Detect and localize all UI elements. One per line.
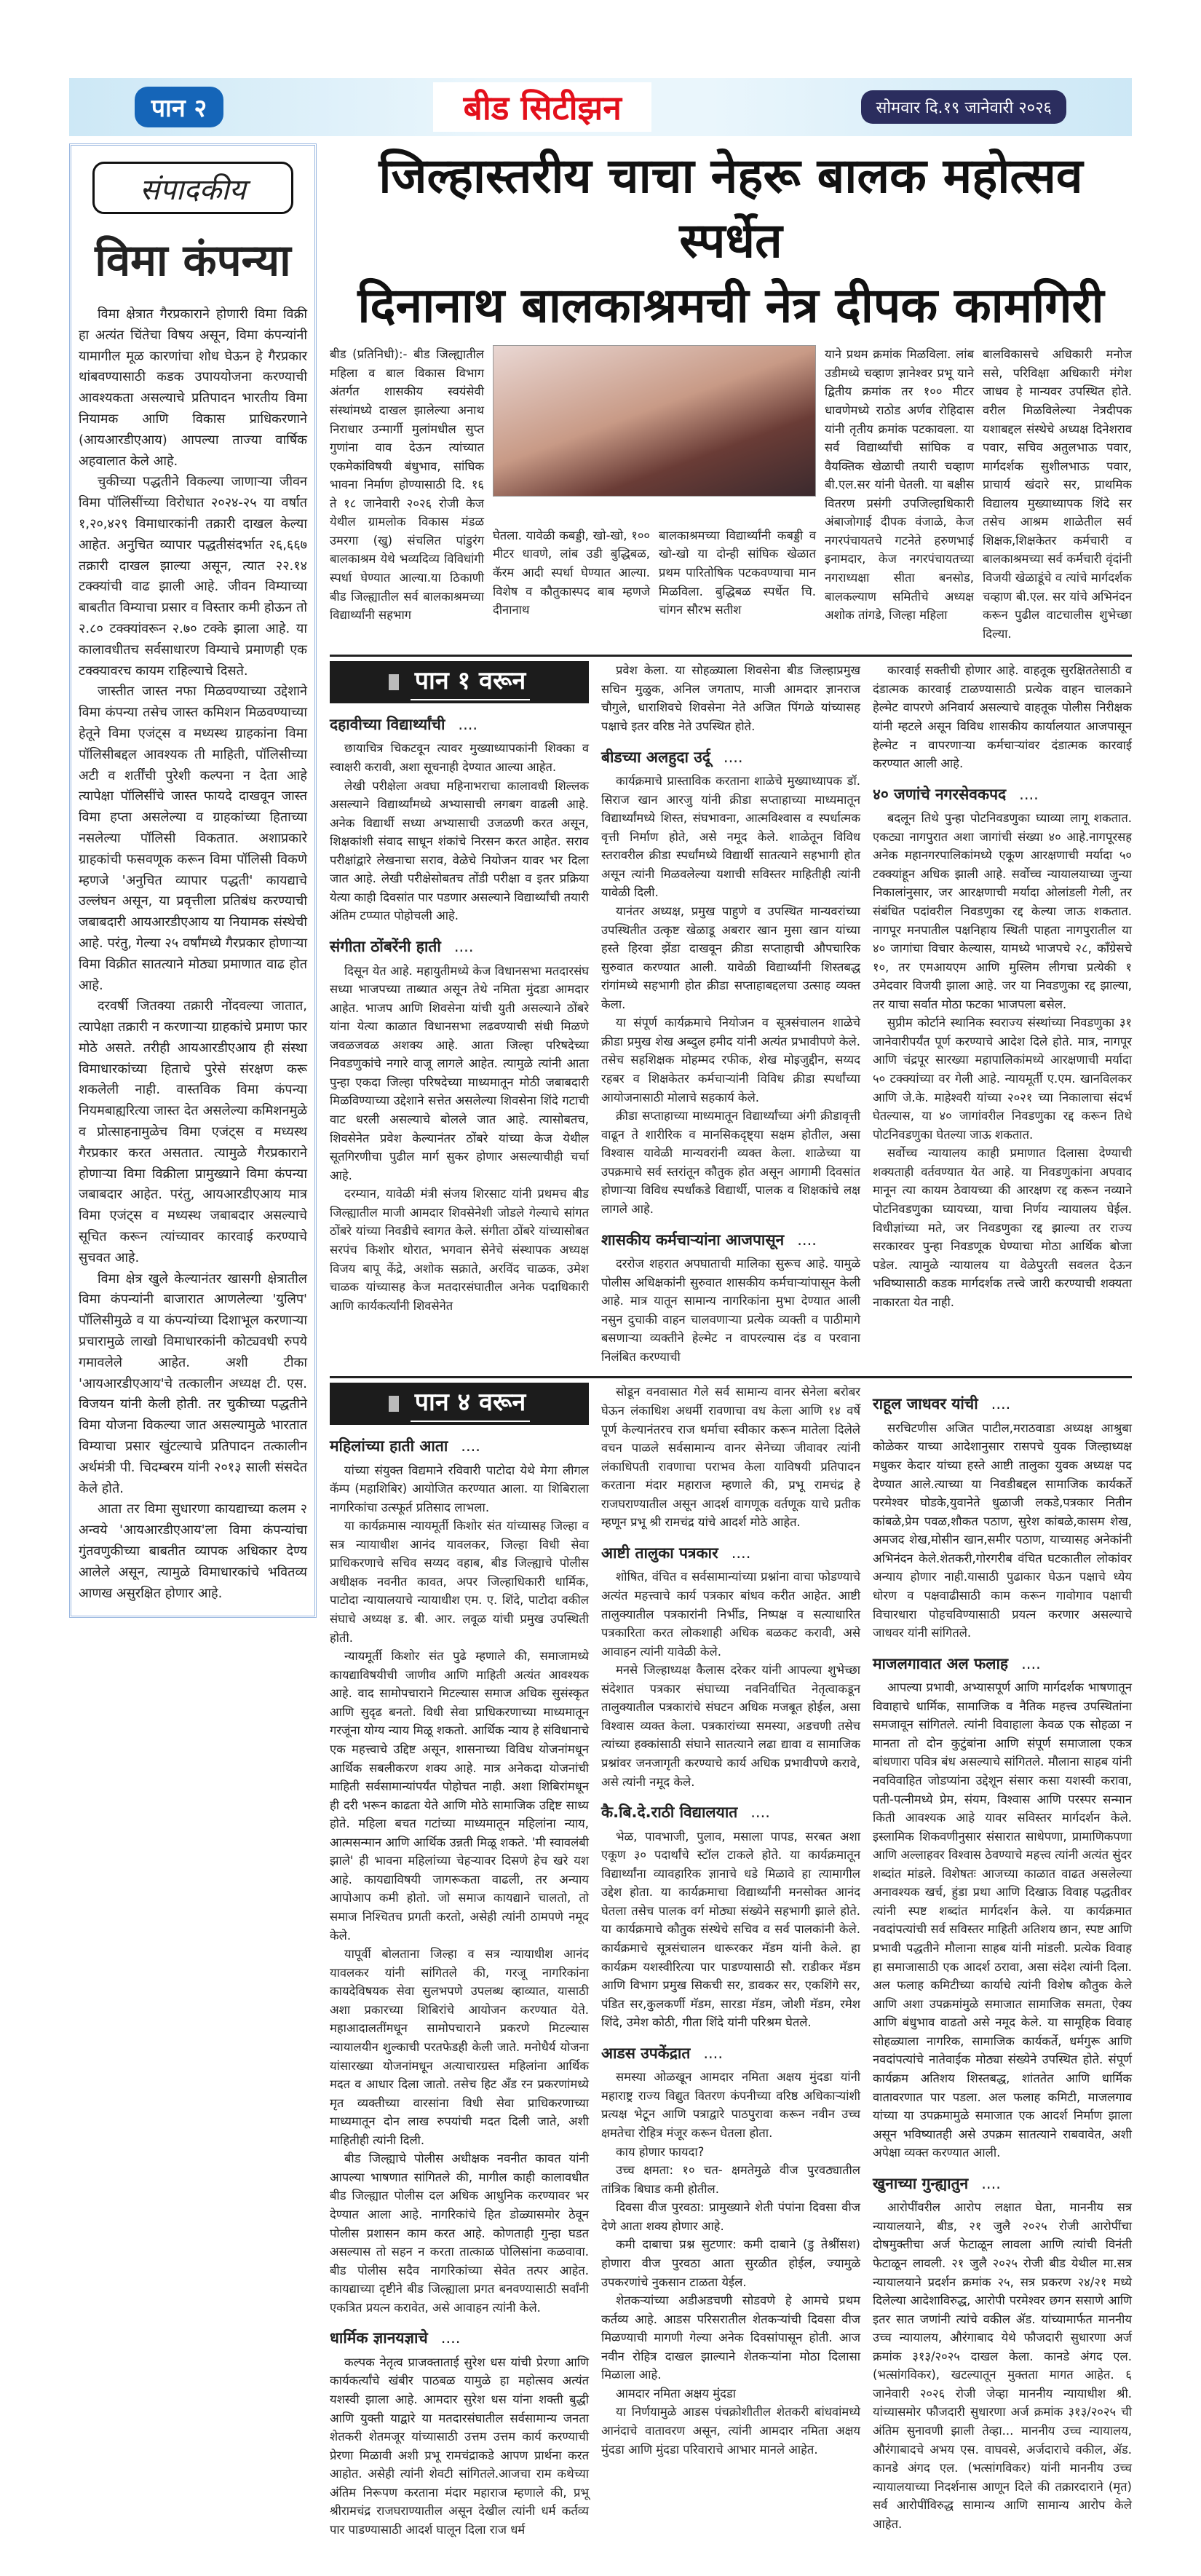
continuation-marker: .... — [453, 938, 474, 955]
story-text: याने प्रथम क्रमांक मिळविला. लांब उडीमध्ये चव्हाण ज्ञानेश्वर प्रभू याने द्वितीय क्रमांक तर १०० मीटर धावणेमध्ये राठोड अर्णव रोहिदास यांनी तृतीय क्रमांक पटकावला. या सर्व विद्यार्थ्यांची सांघिक व वैयक्तिक खेळाची तयारी चव्हाण बी.एल.सर यांनी घेतली. या बक्षीस वितरण प्रसंगी उपजिल्हाधिकारी अंबाजोगाई दीपक वंजाळे, केज नगरपंचायतचे गटनेते हरुणभाई इनामदार, केज नगरपंचायतच्या नगराध्यक्षा सीता बनसोड, बालकल्याण समितीचे अध्यक्ष अशोक तांगडे, जिल्हा महिला — [825, 347, 974, 623]
article — [330, 714, 589, 925]
editorial-paragraph: दरवर्षी जितक्या तक्रारी नोंदवल्या जातात, त्यापेक्षा तक्रारी न करणाऱ्या ग्राहकांचे प्रमाण फार मोठे असते. तरीही आयआरडीएआय ही संस्था विमाधारकांच्या हिताचे पुरेसे संरक्षण करू शकलेली नाही. वास्तविक विमा कंपन्या नियमबाह्यरित्या जास्त देत असलेल्या कमिशनमुळे व प्रोत्साहनामुळेच विमा एजंट्स व मध्यस्थ गैरप्रकार करत असतात. त्यामुळे गैरप्रकाराने होणाऱ्या विमा विक्रीला प्रामुख्याने विमा कंपन्या जबाबदार आहेत. परंतु, आयआरडीएआय मात्र विमा एजंट्स व मध्यस्थ जबाबदार असल्याचे सूचित करून त्यांच्यावर कारवाई करण्याचे सुचवत आहे. — [79, 998, 307, 1265]
story-column-1 — [330, 345, 484, 643]
article-paragraph: कारवाई सक्तीची होणार आहे. वाहतूक सुरक्षिततेसाठी व दंडात्मक कारवाई टाळण्यासाठी प्रत्येक वाहन चालकाने हेल्मेट वापरणे अनिवार्य असल्याचे वाहतूक पोलीस निरीक्षक यांनी म्हटले असून विविध शासकीय कार्यालयात आजपासून हेल्मेट न वापरणाऱ्या कर्मचाऱ्यांवर दंडात्मक कारवाई करण्यात आली आहे. — [873, 663, 1132, 771]
editorial-paragraph: आता तर विमा सुधारणा कायद्याच्या कलम २ अन्वये 'आयआरडीएआय'ला विमा कंपन्यांचा गुंतवणुकीच्या बाबतीत व्यापक अधिकार देण्य आलेले असून, त्यामुळे विमाधारकांचे भवितव्य आणख असुरक्षित होणार आहे. — [79, 1501, 307, 1601]
editorial-column — [69, 143, 317, 1618]
continuation-marker: .... — [703, 2044, 724, 2062]
article — [873, 1653, 1132, 2162]
article-paragraph: आमदार नमिता अक्षय मुंदडा — [616, 2386, 736, 2401]
article-heading — [601, 1542, 860, 1565]
story-photo — [493, 345, 816, 497]
article-paragraph: दररोज शहरात अपघाताची मालिका सुरूच आहे. यामुळे पोलीस अधिक्षकांनी सुरुवात शासकीय कर्मचाऱ्यांपासून केली आहे. मात्र यातून सामान्य नागरिकांना मुभा देण्यात आली नसुन दुचाकी वाहन चालवणाऱ्या प्रत्येक व्यक्ती व पाठीमागे बसणाऱ्या व्यक्तीने हेल्मेट न वापरल्यास दंड व परवाना निलंबित करण्याची — [601, 1257, 860, 1364]
article — [601, 2042, 860, 2459]
article-paragraph: यांच्या संयुक्त विद्यमाने रविवारी पाटोदा येथे मेगा लीगल कॅम्प (महाशिबिर) आयोजित करण्यात आला. या शिबिराला नागरिकांचा उत्स्फूर्त प्रतिसाद लाभला. — [330, 1463, 589, 1514]
main-content — [330, 143, 1132, 2547]
article-paragraph: आरोपींवरील आरोप लक्षात घेता, माननीय सत्र न्यायालयाने, बीड, २१ जुलै २०२५ रोजी आरोपींचा दोषमुक्तीचा अर्ज फेटाळून लावला आणि त्यांची विनंती फेटाळून लावली. २१ जुलै २०२५ रोजी बीड येथील मा.सत्र न्यायालयाने प्रदर्शन क्रमांक २५, सत्र प्रकरण २४/२१ मध्ये दिलेल्या आदेशाविरुद्ध, आरोपी परमेश्वर छगन ससाणे आणि इतर सात जणांनी त्यांचे वकील ॲड. यांच्यामार्फत माननीय उच्च न्यायालय, औरंगाबाद येथे फौजदारी सुधारणा अर्ज क्रमांक ३१३/२०२५ दाखल केला. कानडे अंगद एल. (भत्सांगविकर), खटल्यातून मुक्तता मागत आहेत. ६ जानेवारी २०२६ रोजी जेव्हा माननीय न्यायाधीश श्री. यांच्यासमोर फौजदारी सुधारणा अर्ज क्रमांक ३१३/२०२५ ची अंतिम सुनावणी झाली तेव्हा... माननीय उच्च न्यायालय, औरंगाबादचे अभय एस. वाघवसे, अर्जदाराचे वकील, ॲड. कानडे अंगद एल. (भत्सांगविकर) यांनी माननीय उच्च न्यायालयाच्या निदर्शनास आणून दिले की तक्रारदाराने (मृत) सर्व आरोपींविरुद्ध सामान्य आणि सामान्य आरोप केले आहेत. — [873, 2200, 1132, 2531]
article-paragraph: बीड जिल्ह्याचे पोलीस अधीक्षक नवनीत कावत यांनी आपल्या भाषणात सांगितले की, मागील काही कालावधीत बीड जिल्ह्यात पोलीस दल अधिक आधुनिक करण्यावर भर देण्यात आला आहे. नागरिकांचे हित डोळ्यासमोर ठेवून पोलीस प्रशासन काम करत आहे. कोणताही गुन्हा घडत असल्यास तो सहन न करता तात्काळ पोलिसांना कळवावा. बीड पोलीस सदैव नागरिकांच्या सेवेत तत्पर आहेत. कायद्याच्या दृष्टीने बीड जिल्ह्याला प्रगत बनवण्यासाठी सर्वांनी एकत्रित प्रयत्न करावेत, असे आवाहन त्यांनी केले. — [330, 2152, 589, 2315]
square-bullet-icon — [389, 1396, 399, 1412]
story-text: बालकाश्रमच्या विद्यार्थ्यांनी कबड्डी व खो-खो या दोन्ही सांघिक खेळात प्रथम पारितोषिक पटकवण्याचा मान मिळविला. बुद्धिबळ स्पर्धेत चि. चांगन सौरभ सतीश — [659, 528, 816, 617]
section-column — [330, 661, 589, 1366]
article-heading-text: ४० जणांचे नगरसेवकपद — [873, 785, 1007, 803]
editorial-badge: संपादकीय — [92, 162, 293, 214]
article-heading — [330, 714, 589, 737]
article-paragraph: सर्वोच्च न्यायालय काही प्रमाणात दिलासा देण्याची शक्यताही वर्तवण्यात येत आहे. या निवडणुकांना अपवाद मानून त्या कायम ठेवायच्या की आरक्षण रद्द करून नव्याने पोटनिवडणुका घ्यायच्या, याचा निर्णय न्यायालय घेईल. विधीज्ञांच्या मते, जर निवडणुका रद्द झाल्या तर राज्य सरकारवर पुन्हा निवडणूक घेण्याचा मोठा आर्थिक बोजा पडेल. त्यामुळे न्यायालय या वेळेपुरती सवलत देऊन भविष्यासाठी कडक मार्गदर्शक तत्त्वे जारी करण्याची शक्यता नाकारता येत नाही. — [873, 1146, 1132, 1309]
article-paragraph: या निर्णयामुळे आडस पंचक्रोशीतील शेतकरी बांधवांमध्ये आनंदाचे वातावरण असून, त्यांनी आमदार नमिता अक्षय मुंदडा आणि मुंदडा परिवाराचे आभार मानले आहेत. — [601, 2405, 860, 2457]
article-heading — [601, 746, 860, 770]
article — [601, 1801, 860, 2032]
article-paragraph: आपल्या प्रभावी, अभ्यासपूर्ण आणि मार्गदर्शक भाषणातून विवाहाचे धार्मिक, सामाजिक व नैतिक महत्त्व उपस्थितांना समजावून सांगितले. त्यांनी विवाहाला केवळ एक सोहळा न मानता तो दोन कुटुंबांना आणि संपूर्ण समाजाला एकत्र बांधणारा पवित्र बंध असल्याचे सांगितले. मौलाना साहब यांनी नवविवाहित जोडप्यांना उद्देशून संसार कसा यशस्वी करावा, पती-पत्नीमध्ये प्रेम, संयम, विश्वास आणि परस्पर सन्मान किती आवश्यक आहे यावर सविस्तर मार्गदर्शन केले. इस्लामिक शिकवणीनुसार संसारात साधेपणा, प्रामाणिकपणा आणि अल्लाहवर विश्वास ठेवण्याचे महत्त्व त्यांनी अत्यंत सुंदर शब्दांत मांडले. विशेषतः आजच्या काळात वाढत असलेल्या अनावश्यक खर्च, हुंडा प्रथा आणि दिखाऊ विवाह पद्धतीवर त्यांनी स्पष्ट शब्दांत मार्गदर्शन केले. या कार्यक्रमात नवदांपत्यांची सर्व सविस्तर माहिती अतिशय छान, स्पष्ट आणि प्रभावी पद्धतीने मौलाना साहब यांनी मांडली. प्रत्येक विवाह हा समाजासाठी एक आदर्श ठरावा, असा संदेश त्यांनी दिला. अल फलाह कमिटीच्या कार्याचे त्यांनी विशेष कौतुक केले आणि अशा उपक्रमांमुळे समाजात सामाजिक समता, ऐक्य आणि बंधुभाव वाढतो असे नमूद केले. या सामूहिक विवाह सोहळ्याला नागरिक, सामाजिक कार्यकर्ते, धर्मगुरू आणि नवदांपत्यांचे नातेवाईक मोठ्या संख्येने उपस्थित होते. संपूर्ण कार्यक्रम अतिशय शिस्तबद्ध, शांततेत आणि धार्मिक वातावरणात पार पडला. अल फलाह कमिटी, माजलगाव यांच्या या उपक्रमामुळे समाजात एक आदर्श निर्माण झाला असून भविष्यातही असे उपक्रम सातत्याने राबवावेत, अशी अपेक्षा व्यक्त करण्यात आली. — [873, 1680, 1132, 2160]
section-column — [601, 661, 860, 1366]
story-column-3 — [659, 526, 816, 643]
article-heading-text: महिलांच्या हाती आता — [330, 1437, 448, 1455]
article-paragraph: यानंतर अध्यक्ष, प्रमुख पाहुणे व उपस्थित मान्यवरांच्या उपस्थितीत उत्कृष्ट खेळाडू अबरार खान मुसा खान यांच्या हस्ते हिरवा झेंडा दाखवून क्रीडा सप्ताहाची औपचारिक सुरुवात करण्यात आली. यावेळी विद्यार्थ्यांनी शिस्तबद्ध रांगांमध्ये सहभागी होत क्रीडा सप्ताहाबद्दलचा उत्साह व्यक्त केला. — [601, 904, 860, 1011]
section-band-label: पान ४ वरून — [411, 1386, 531, 1422]
article-heading — [601, 1229, 860, 1252]
article-paragraph: कार्यक्रमाचे प्रास्ताविक करताना शाळेचे मुख्याध्यापक डॉ. सिराज खान आरजु यांनी क्रीडा सप्ताहाच्या माध्यमातून विद्यार्थ्यांमध्ये शिस्त, संघभावना, आत्मविश्वास व स्पर्धात्मक वृत्ती निर्माण होते, असे नमूद केले. शाळेतून विविध स्तरावरील क्रीडा स्पर्धांमध्ये विद्यार्थी सातत्याने सहभागी होत असून त्यांनी मिळवलेल्या यशाची सविस्तर माहितीही त्यांनी यावेळी दिली. — [601, 774, 860, 900]
editorial-body — [79, 304, 307, 1604]
article-paragraph: बदलून तिथे पुन्हा पोटनिवडणुका घ्याव्या लागू शकतात. एकट्या नागपुरात अशा जागांची संख्या ४० आहे.नागपूरसह अनेक महानगरपालिकांमध्ये एकूण आरक्षणाची मर्यादा ५० टक्क्यांहून अधिक झाली आहे. सर्वोच्च न्यायालयाच्या जुन्या निकालांनुसार, जर आरक्षणाची मर्यादा ओलांडली गेली, तर संबंधित पदांवरील निवडणुका रद्द केल्या जाऊ शकतात. नागपूर मनपातील पक्षनिहाय स्थिती पाहता नागपुरातील या ४० जागांचा विचार केल्यास, यामध्ये भाजपचे २८, काँग्रेसचे १०, तर एमआयएम आणि मुस्लिम लीगचा प्रत्येकी १ उमेदवार विजयी झाला आहे. जर या निवडणुका रद्द झाल्या, तर याचा सर्वात मोठा फटका भाजपला बसेल. — [873, 811, 1132, 1011]
section-continued-from-page-1 — [330, 661, 1132, 1373]
article-paragraph: सरचिटणीस अजित पाटील,मराठवाडा अध्यक्ष आश्रुबा कोळेकर याच्या आदेशानुसार रासपचे युवक जिल्हाध्यक्ष मधुकर केदार यांच्या हस्ते आष्टी तालुका युवक अध्यक्ष पद देण्यात आले.त्याच्या या निवडीबद्दल सामाजिक कार्यकर्ते परमेश्वर घोडके,युवानेते धुळाजी लकडे,पत्रकार नितीन कांबळे,प्रेम पवळ,शौकत पठाण, सुरेश कांबळे,कासम शेख, अमजद शेख,मोसीन खान,समीर पठाण, याच्यासह अनेकांनी अभिनंदन केले.शेतकरी,गोरगरीब वंचित घटकातील लोकांवर अन्याय होणार नाही.यासाठी पुढाकार घेऊन पक्षाचे ध्येय धोरण व पक्षवाढीसाठी काम करून गावोगाव पक्षाची विचारधारा पोहचविण्यासाठी प्रयत्न करणार असल्याचे जाधवर यांनी सांगितले. — [873, 1421, 1132, 1640]
article-paragraph: या संपूर्ण कार्यक्रमाचे नियोजन व सूत्रसंचालन शाळेचे क्रीडा प्रमुख शेख अब्दुल हमीद यांनी अत्यंत प्रभावीपणे केले. तसेच सहशिक्षक मोहम्मद रफीक, शेख मोइजुद्दीन, सय्यद रहबर व शिक्षकेतर कर्मचाऱ्यांनी विविध क्रीडा स्पर्धांच्या आयोजनासाठी मोलाचे सहकार्य केले. — [601, 1016, 860, 1105]
story-column-4 — [825, 345, 974, 643]
page-body — [69, 143, 1132, 2547]
article-heading — [330, 2327, 589, 2350]
editorial-paragraph: विमा क्षेत्र खुले केल्यानंतर खासगी क्षेत्रातील विमा कंपन्यांनी बाजारात आणलेल्या 'युलिप' पॉलिसीमुळे व या कंपन्यांच्या दिशाभूल करणाऱ्या प्रचारामुळे लाखो विमाधारकांनी कोट्यवधी रुपये गमावलेले आहेत. अशी टीका 'आयआरडीएआय'चे तत्कालीन अध्यक्ष टी. एस. विजयन यांनी केली होती. तर चुकीच्या पद्धतीने विमा योजना विकल्या जात असल्यामुळे भारतात विम्याचा प्रसार खुंटल्याचे प्रतिपादन तत्कालीन अर्थमंत्री पी. चिदम्बरम यांनी २०१३ साली संसदेत केले होते. — [79, 1271, 307, 1496]
article-heading-text: संगीता ठोंबरेंनी हाती — [330, 938, 441, 955]
continuation-marker: .... — [1019, 785, 1039, 803]
article-heading — [601, 1801, 860, 1825]
page-number-badge: पान २ — [135, 87, 223, 127]
article-paragraph: भेळ, पावभाजी, पुलाव, मसाला पापड, सरबत अशा एकूण ३० पदार्थांचे स्टॉल टाकले होते. या कार्यक्रमातून विद्यार्थ्यांना व्यावहारिक ज्ञानाचे धडे मिळावे हा त्यामागील उद्देश होता. या कार्यक्रमाचा विद्यार्थ्यांनी मनसोक्त आनंद घेतला तसेच पालक वर्ग मोठ्या संख्येने सहभागी झाले होते. या कार्यक्रमाचे कौतुक संस्थेचे सचिव व सर्व पालकांनी केले. कार्यक्रमाचे सूत्रसंचालन धारूरकर मॅडम यांनी केले. हा कार्यक्रम यशस्वीरित्या पार पाडण्यासाठी सौ. राडीकर मॅडम आणि विभाग प्रमुख सिकची सर, डावकर सर, एकशिंगे सर, पंडित सर,कुलकर्णी मॅडम, सारडा मॅडम, जोशी मॅडम, रमेश शिंदे, उमेश कोठी, गीता शिंदे यांनी परिश्रम घेतले. — [601, 1829, 860, 2030]
article-paragraph: कमी दाबाचा प्रश्न सुटणार: कमी दाबाने (डु तेश्रींसश) होणारा वीज पुरवठा आता सुरळीत होईल, ज्यामुळे उपकरणांचे नुकसान टाळता येईल. — [601, 2237, 860, 2289]
continuation-marker: .... — [750, 1803, 770, 1822]
masthead — [69, 78, 1132, 136]
article — [601, 661, 860, 735]
article-paragraph: मनसे जिल्हाध्यक्ष कैलास दरेकर यांनी आपल्या शुभेच्छा संदेशात पत्रकार संघाच्या नवनिर्वाचित नेतृत्वाकडून तालुक्यातील पत्रकारांचे संघटन अधिक मजबूत होईल, असा विश्वास व्यक्त केला. पत्रकारांच्या समस्या, अडचणी तसेच त्यांच्या हक्कांसाठी संघाने सातत्याने लढा द्यावा व सामाजिक प्रश्नांवर जनजागृती करण्याचे कार्य अधिक प्रभावीपणे करावे, असे त्यांनी नमूद केले. — [601, 1663, 860, 1789]
article-heading-text: दहावीच्या विद्यार्थ्यांची — [330, 715, 445, 733]
section-band — [330, 1383, 589, 1425]
main-story — [330, 345, 1132, 652]
story-text: बीड (प्रतिनिधी):- बीड जिल्ह्यातील महिला व बाल विकास विभाग अंतर्गत शासकीय स्वयंसेवी संस्थांमध्ये दाखल झालेल्या अनाथ निराधार उन्मार्गी मुलांमधील सुप्त गुणांना वाव देऊन त्यांच्यात एकमेकांविषयी बंधुभाव, सांघिक भावना निर्माण होण्यासाठी दि. १६ ते १८ जानेवारी २०२६ रोजी केज येथील ग्रामलोक विकास मंडळ उमरगा (खु) संचलित पांडुरंग बालकाश्रम येथे भव्यदिव्य विविधांगी स्पर्धा घेण्यात आल्या.या ठिकाणी बीड जिल्ह्यातील सर्व बालकाश्रमच्या विद्यार्थ्यांनी सहभाग — [330, 347, 484, 623]
article-paragraph: दरम्यान, यावेळी मंत्री संजय शिरसाट यांनी प्रथमच बीड जिल्ह्यातील माजी आमदार शिवसेनेशी जोडले गेल्याचे सांगत ठोंबरे यांच्या निवडीचे स्वागत केले. संगीता ठोंबरे यांच्यासोबत सरपंच किशोर थोरात, भगवान सेनेचे संस्थापक अध्यक्ष विजय बापू केंद्रे, अशोक सक्राते, अरविंद चाळक, उमेश चाळक यांच्यासह केज मतदारसंघातील अनेक पदाधिकारी आणि कार्यकर्त्यांनी शिवसेनेत — [330, 1187, 589, 1313]
article-paragraph: उच्च क्षमता: १० चत- क्षमतेमुळे वीज पुरवठ्यातील तांत्रिक बिघाड कमी होतील. — [601, 2163, 860, 2196]
continuation-marker: .... — [797, 1230, 817, 1249]
newspaper-page — [69, 0, 1132, 2576]
article — [601, 1542, 860, 1791]
article — [601, 1229, 860, 1367]
section-divider — [330, 655, 1132, 657]
article-heading-text: कै.बि.दे.राठी विद्यालयात — [601, 1803, 738, 1822]
editorial-paragraph: जास्तीत जास्त नफा मिळवण्याच्या उद्देशाने विमा कंपन्या तसेच जास्त कमिशन मिळवण्याच्या हेतूने विमा एजंट्स व मध्यस्थ ग्राहकांना विमा पॉलिसीबद्दल आवश्यक ती माहिती, पॉलिसीच्या अटी व शर्तींची पुरेशी कल्पना न देता आहे त्यापेक्षा पॉलिसींचे जास्त फायदे दाखवून जास्त विमा हप्ता असलेल्या व ग्राहकांच्या हिताच्या नसलेल्या पॉलिसी विकतात. अशाप्रकारे ग्राहकांची फसवणूक करून विमा पॉलिसी विकणे म्हणजे 'अनुचित व्यापार पद्धती' कायद्याचे उल्लंघन असून, या प्रवृत्तीला प्रतिबंध करण्याची जबाबदारी आयआरडीएआय या नियामक संस्थेची आहे. परंतु, गेल्या २५ वर्षांमध्ये गैरप्रकार होणाऱ्या विमा विक्रीत सातत्याने मोठ्या प्रमाणात वाढ होत आहे. — [79, 684, 307, 993]
article — [330, 1435, 589, 2317]
article-heading — [873, 1393, 1132, 1416]
section-divider — [330, 1376, 1132, 1378]
article-heading — [330, 936, 589, 959]
article — [601, 1383, 860, 1532]
article-paragraph: क्रीडा सप्ताहाच्या माध्यमातून विद्यार्थ्यांच्या अंगी क्रीडावृत्ती वाढून ते शारीरिक व मानसिकदृष्ट्या सक्षम होतील, असा विश्वास यावेळी मान्यवरांनी व्यक्त केला. शाळेच्या या उपक्रमाचे सर्व स्तरांतून कौतुक होत असून आगामी दिवसांत होणाऱ्या विविध स्पर्धांकडे विद्यार्थी, पालक व शिक्षकांचे लक्ष लागले आहे. — [601, 1109, 860, 1216]
editorial-paragraph: चुकीच्या पद्धतीने विकल्या जाणाऱ्या जीवन विमा पॉलिसींच्या विरोधात २०२४-२५ या वर्षात १,२०,४२९ विमाधारकांनी तक्रारी दाखल केल्या आहेत. अनुचित व्यापार पद्धतीसंदर्भात २६,६६७ तक्रारी दाखल झाल्या असून, त्यात २२.१४ टक्क्यांची वाढ झाली आहे. जीवन विम्याच्या बाबतीत विम्याचा प्रसार व विस्तार कमी होऊन तो २.८० टक्क्यांवरून २.७० टक्के झाला आहे. या कालावधीतच सर्वसाधारण विम्याचे प्रमाणही एक टक्क्यावरच कायम राहिल्याचे दिसते. — [79, 474, 307, 679]
article-heading — [601, 2042, 860, 2066]
continuation-marker: .... — [458, 715, 478, 733]
newspaper-logo: बीड सिटीझन — [433, 82, 651, 132]
article-heading — [330, 1435, 589, 1458]
article-paragraph: कल्पक नेतृत्व प्राजक्ताताई सुरेश धस यांची प्रेरणा आणि कार्यकर्त्यांचे खंबीर पाठबळ यामुळे हा महोत्सव अत्यंत यशस्वी झाला आहे. आमदार सुरेश धस यांना शक्ती बुद्धी आणि युक्ती याद्वारे या मतदारसंघातील सर्वसामान्य जनता शेतकरी शेतमजूर यांच्यासाठी उत्तम उत्तम कार्य करण्याची प्रेरणा मिळावी अशी प्रभू रामचंद्राकडे आपण प्रार्थना करत आहोत. असेही त्यांनी शेवटी सांगितले.आजचा राम कथेच्या अंतिम निरूपण करताना मंदार महाराज म्हणाले की, प्रभू श्रीरामचंद्र राजघराण्यातील असून देखील त्यांनी धर्म कर्तव्य पार पाडण्यासाठी आदर्श घालून दिला राज धर्म — [330, 2355, 589, 2537]
article-paragraph: सुप्रीम कोर्टाने स्थानिक स्वराज्य संस्थांच्या निवडणुका ३१ जानेवारीपर्यंत पूर्ण करण्याचे आदेश दिले होते. मात्र, नागपूर आणि चंद्रपूर सारख्या महापालिकांमध्ये आरक्षणाची मर्यादा ५० टक्क्यांच्या वर गेली आहे. न्यायमूर्ती ए.एम. खानविलकर आणि जे.के. माहेश्वरी यांच्या २०२१ च्या निकालाचा संदर्भ घेतल्यास, या ४० जागांवरील निवडणुका रद्द करून तिथे पोटनिवडणुका घेतल्या जाऊ शकतात. — [873, 1016, 1132, 1142]
article-heading-text: राहूल जाधवर यांची — [873, 1395, 978, 1413]
section-continued-from-page-4 — [330, 1383, 1132, 2546]
article-heading — [873, 2173, 1132, 2196]
section-band — [330, 661, 589, 703]
article — [330, 936, 589, 1315]
continuation-marker: .... — [440, 2329, 461, 2347]
date-badge: सोमवार दि.१९ जानेवारी २०२६ — [861, 90, 1066, 124]
article — [873, 1393, 1132, 1642]
story-column-5 — [983, 345, 1132, 643]
article — [601, 746, 860, 1219]
main-headline — [330, 143, 1132, 338]
article-paragraph: या कार्यक्रमास न्यायमूर्ती किशोर संत यांच्यासह जिल्हा व सत्र न्यायाधीश आनंद यावलकर, जिल्हा विधी सेवा प्राधिकरणाचे सचिव सय्यद वहाब, बीड जिल्ह्याचे पोलीस अधीक्षक नवनीत कावत, अपर जिल्हाधिकारी धार्मिक, पाटोदा न्यायालयाचे न्यायाधीश एम. ए. शिंदे, पाटोदा वकील संघाचे अध्यक्ष ड. बी. आर. लवूळ यांची प्रमुख उपस्थिती होती. — [330, 1519, 589, 1645]
story-text: बालविकासचे अधिकारी मनोज ससे, परिविक्षा अधिकारी मंगेश जाधव हे मान्यवर उपस्थित होते. वरील मिळविलेल्या नेत्रदीपक यशाबद्दल संस्थेचे अध्यक्ष दिनेशराव पवार, सचिव अतुलभाऊ पवार, मार्गदर्शक सुशीलभाऊ पवार, प्राचार्य खंदारे सर, प्राथमिक विद्यालय मुख्याध्यापक शिंदे सर तसेच आश्रम शाळेतील सर्व शिक्षक,शिक्षकेतर कर्मचारी व बालकाश्रमच्या सर्व कर्मचारी वृंदांनी विजयी खेळाडूंचे व त्यांचे मार्गदर्शक चव्हाण बी.एल. सर यांचे अभिनंदन करून पुढील वाटचालीस शुभेच्छा दिल्या. — [983, 347, 1132, 641]
section-column — [330, 1383, 589, 2539]
continuation-marker: .... — [991, 1395, 1011, 1413]
article-heading-text: माजलगावात अल फलाह — [873, 1654, 1009, 1672]
editorial-title: विमा कंपन्या — [95, 235, 291, 286]
headline-line-2: दिनानाथ बालकाश्रमची नेत्र दीपक कामगिरी — [357, 277, 1104, 334]
article-heading-text: शासकीय कर्मचाऱ्यांना आजपासून — [601, 1230, 785, 1249]
article-heading-text: आष्टी तालुका पत्रकार — [601, 1544, 718, 1562]
continuation-marker: .... — [461, 1437, 480, 1455]
square-bullet-icon — [389, 674, 399, 690]
article-paragraph: सोडून वनवासात गेले सर्व सामान्य वानर सेनेला बरोबर घेऊन लंकाधिश अधर्मी रावणाचा वध केला आणि १४ वर्षे पूर्ण केल्यानंतरच राज धर्माचा स्वीकार करून मातेला दिलेले वचन पाळले सर्वसामान्य वानर सेनेच्या जीवावर त्यांनी लंकाधिपती रावणाचा पराभव केला याविषयी प्रतिपादन करताना मंदार महाराज म्हणाले की, प्रभू रामचंद्र हे राजघराण्यातील असून आदर्श वागणूक वर्तणूक याचे प्रतीक म्हणून प्रभू श्री रामचंद्र यांचे आदर्श मोठे आहेत. — [601, 1385, 860, 1530]
section-band-label: पान १ वरून — [411, 664, 531, 700]
story-column-2 — [493, 526, 650, 643]
story-text: घेतला. यावेळी कबड्डी, खो-खो, १०० मीटर धावणे, लांब उडी बुद्धिबळ, कॅरम आदी स्पर्धा घेण्यात आल्या. विशेष व कौतुकास्पद बाब म्हणजे दीनानाथ — [493, 528, 650, 617]
article-paragraph: समस्या ओळखून आमदार नमिता अक्षय मुंदडा यांनी महाराष्ट्र राज्य विद्युत वितरण कंपनीच्या वरिष्ठ अधिकाऱ्यांशी प्रत्यक्ष भेटून आणि पत्राद्वारे पाठपुरावा करून नवीन उच्च क्षमतेचा रोहित्र मंजूर करून घेतला होता. — [601, 2070, 860, 2141]
section-column — [601, 1383, 860, 2539]
article-paragraph: न्यायमूर्ती किशोर संत पुढे म्हणाले की, समाजामध्ये कायद्याविषयीची जाणीव आणि माहिती अत्यंत आवश्यक आहे. वाद सामोपचाराने मिटल्यास समाज अधिक सुसंस्कृत आणि सुदृढ बनतो. विधी सेवा प्राधिकरणाच्या माध्यमातून गरजूंना योग्य न्याय मिळू शकतो. आर्थिक न्याय हे संविधानाचे एक महत्त्वाचे उद्दिष्ट असून, शासनाच्या विविध योजनांमधून आर्थिक सबलीकरण शक्य आहे. मात्र अनेकदा योजनांची माहिती सर्वसामान्यांपर्यंत पोहोचत नाही. अशा शिबिरांमधून ही दरी भरून काढता येते आणि मोठे सामाजिक उद्दिष्ट साध्य होते. महिला बचत गटांच्या माध्यमातून महिलांना न्याय, आत्मसन्मान आणि आर्थिक उन्नती मिळू शकते. 'मी स्वावलंबी झाले' ही भावना महिलांच्या चेहऱ्यावर दिसणे हेच खरे यश आहे. कायद्याविषयी जागरूकता वाढली, तर अन्याय आपोआप कमी होतो. जो समाज कायद्याने चालतो, तो समाज निश्चितच प्रगती करतो, असेही त्यांनी ठामपणे नमूद केले. — [330, 1649, 589, 1943]
section-column — [873, 1383, 1132, 2539]
continuation-marker: .... — [723, 748, 743, 766]
article-heading — [873, 783, 1132, 807]
continuation-marker: .... — [731, 1544, 751, 1562]
article — [873, 783, 1132, 1312]
article-paragraph: यापूर्वी बोलताना जिल्हा व सत्र न्यायाधीश आनंद यावलकर यांनी सांगितले की, गरजू नागरिकांना कायदेविषयक सेवा सुलभपणे उपलब्ध व्हाव्यात, यासाठी अशा प्रकारच्या शिबिरांचे आयोजन करण्यात येते. महाआदालतींमधून सामोपचाराने प्रकरणे मिटल्यास न्यायालयीन शुल्काची परतफेडही केली जाते. मनोधैर्य योजना यांसारख्या योजनांमधून अत्याचारग्रस्त महिलांना आर्थिक मदत व आधार दिला जातो. तसेच हिट अँड रन प्रकरणांमध्ये मृत व्यक्तीच्या वारसांना विधी सेवा प्राधिकरणाच्या माध्यमातून दोन लाख रुपयांची मदत दिली जाते, अशी माहितीही त्यांनी दिली. — [330, 1947, 589, 2147]
article-heading-text: आडस उपकेंद्रात — [601, 2044, 691, 2062]
article — [873, 661, 1132, 773]
article-paragraph: लेखी परीक्षेला अवघा महिनाभराचा कालावधी शिल्लक असल्याने विद्यार्थ्यांमध्ये अभ्यासाची लगबग वाढली आहे. अनेक विद्यार्थी सध्या अभ्यासाची उजळणी करत असून, शिक्षकांशी संवाद साधून शंकांचे निरसन करत आहेत. सराव परीक्षांद्वारे लेखनाचा सराव, वेळेचे नियोजन यावर भर दिला जात आहे. लेखी परीक्षेसोबतच तोंडी परीक्षा व इतर प्रक्रिया येत्या काही दिवसांत पार पडणार असल्याने विद्यार्थ्यांची तयारी अंतिम टप्प्यात पोहोचली आहे. — [330, 778, 589, 923]
section-column — [873, 661, 1132, 1366]
article — [330, 2327, 589, 2539]
article-heading-text: खुनाच्या गुन्ह्यातुन — [873, 2174, 969, 2192]
continuation-marker: .... — [1021, 1654, 1041, 1672]
article-paragraph: दिसून येत आहे. महायुतीमध्ये केज विधानसभा मतदारसंघ सध्या भाजपच्या ताब्यात असून तेथे नमिता मुंदडा आमदार आहेत. भाजप आणि शिवसेना यांची युती असल्याने ठोंबरे यांना येत्या काळात विधानसभा लढवण्याची संधी मिळणे जवळजवळ अशक्य आहे. आता जिल्हा परिषदेच्या निवडणुकांचे नगारे वाजू लागले आहेत. त्यामुळे त्यांनी आता पुन्हा एकदा जिल्हा परिषदेच्या माध्यमातून मोठी जबाबदारी मिळविण्याच्या उद्देशाने सत्तेत असलेल्या शिवसेना शिंदे गटाची वाट धरली असल्याचे बोलले जात आहे. त्यासोबतच, शिवसेनेत प्रवेश केल्यानंतर ठोंबरे यांच्या केज येथील सूतगिरणीचा पुढील मार्ग सुकर होणार असल्याचीही चर्चा आहे. — [330, 963, 589, 1182]
article-paragraph: शोषित, वंचित व सर्वसामान्यांच्या प्रश्नांना वाचा फोडण्याचे अत्यंत महत्त्वाचे कार्य पत्रकार बांधव करीत आहेत. आष्टी तालुक्यातील पत्रकारांनी निर्भीड, निष्पक्ष व सत्याधारित पत्रकारिता करत लोकशाही अधिक बळकट करावी, असे आवाहन त्यांनी यावेळी केले. — [601, 1570, 860, 1659]
article — [873, 2173, 1132, 2534]
article-paragraph: काय होणार फायदा? — [616, 2144, 705, 2159]
article-paragraph: प्रवेश केला. या सोहळ्याला शिवसेना बीड जिल्हाप्रमुख सचिन मुळुक, अनिल जगताप, माजी आमदार ज्ञानराज चौगुले, धाराशिवचे शिवसेना नेते अजित पिंगळे यांच्यासह पक्षाचे इतर वरिष्ठ नेते उपस्थित होते. — [601, 663, 860, 733]
article-heading — [873, 1653, 1132, 1676]
article-heading-text: धार्मिक ज्ञानयज्ञाचे — [330, 2329, 428, 2347]
continuation-marker: .... — [981, 2174, 1001, 2192]
article-paragraph: शेतकऱ्यांच्या अडीअडचणी सोडवणे हे आमचे प्रथम कर्तव्य आहे. आडस परिसरातील शेतकऱ्यांची दिवसा वीज मिळण्याची मागणी गेल्या अनेक दिवसांपासून होती. आज नवीन रोहित्र दाखल झाल्याने शेतकऱ्यांना मोठा दिलासा मिळाला आहे. — [601, 2293, 860, 2382]
article-heading-text: बीडच्या अलहुदा उर्दू — [601, 748, 710, 766]
article-paragraph: दिवसा वीज पुरवठा: प्रामुख्याने शेती पंपांना दिवसा वीज देणे आता शक्य होणार आहे. — [601, 2200, 860, 2233]
headline-line-1: जिल्हास्तरीय चाचा नेहरू बालक महोत्सव स्पर्धेत — [378, 148, 1083, 269]
article-paragraph: छायाचित्र चिकटवून त्यावर मुख्याध्यापकांनी शिक्का व स्वाक्षरी करावी, अशा सूचनाही देण्यात आल्या आहेत. — [330, 741, 589, 774]
editorial-paragraph: विमा क्षेत्रात गैरप्रकाराने होणारी विमा विक्री हा अत्यंत चिंतेचा विषय असून, विमा कंपन्यांनी यामागील मूळ कारणांचा शोध घेऊन हे गैरप्रकार थांबवण्यासाठी कडक उपाययोजना करण्याची आवश्यकता असल्याचे प्रतिपादन भारतीय विमा नियामक आणि विकास प्राधिकरणाने (आयआरडीएआय) आपल्या ताज्या वार्षिक अहवालात केले आहे. — [79, 307, 307, 469]
